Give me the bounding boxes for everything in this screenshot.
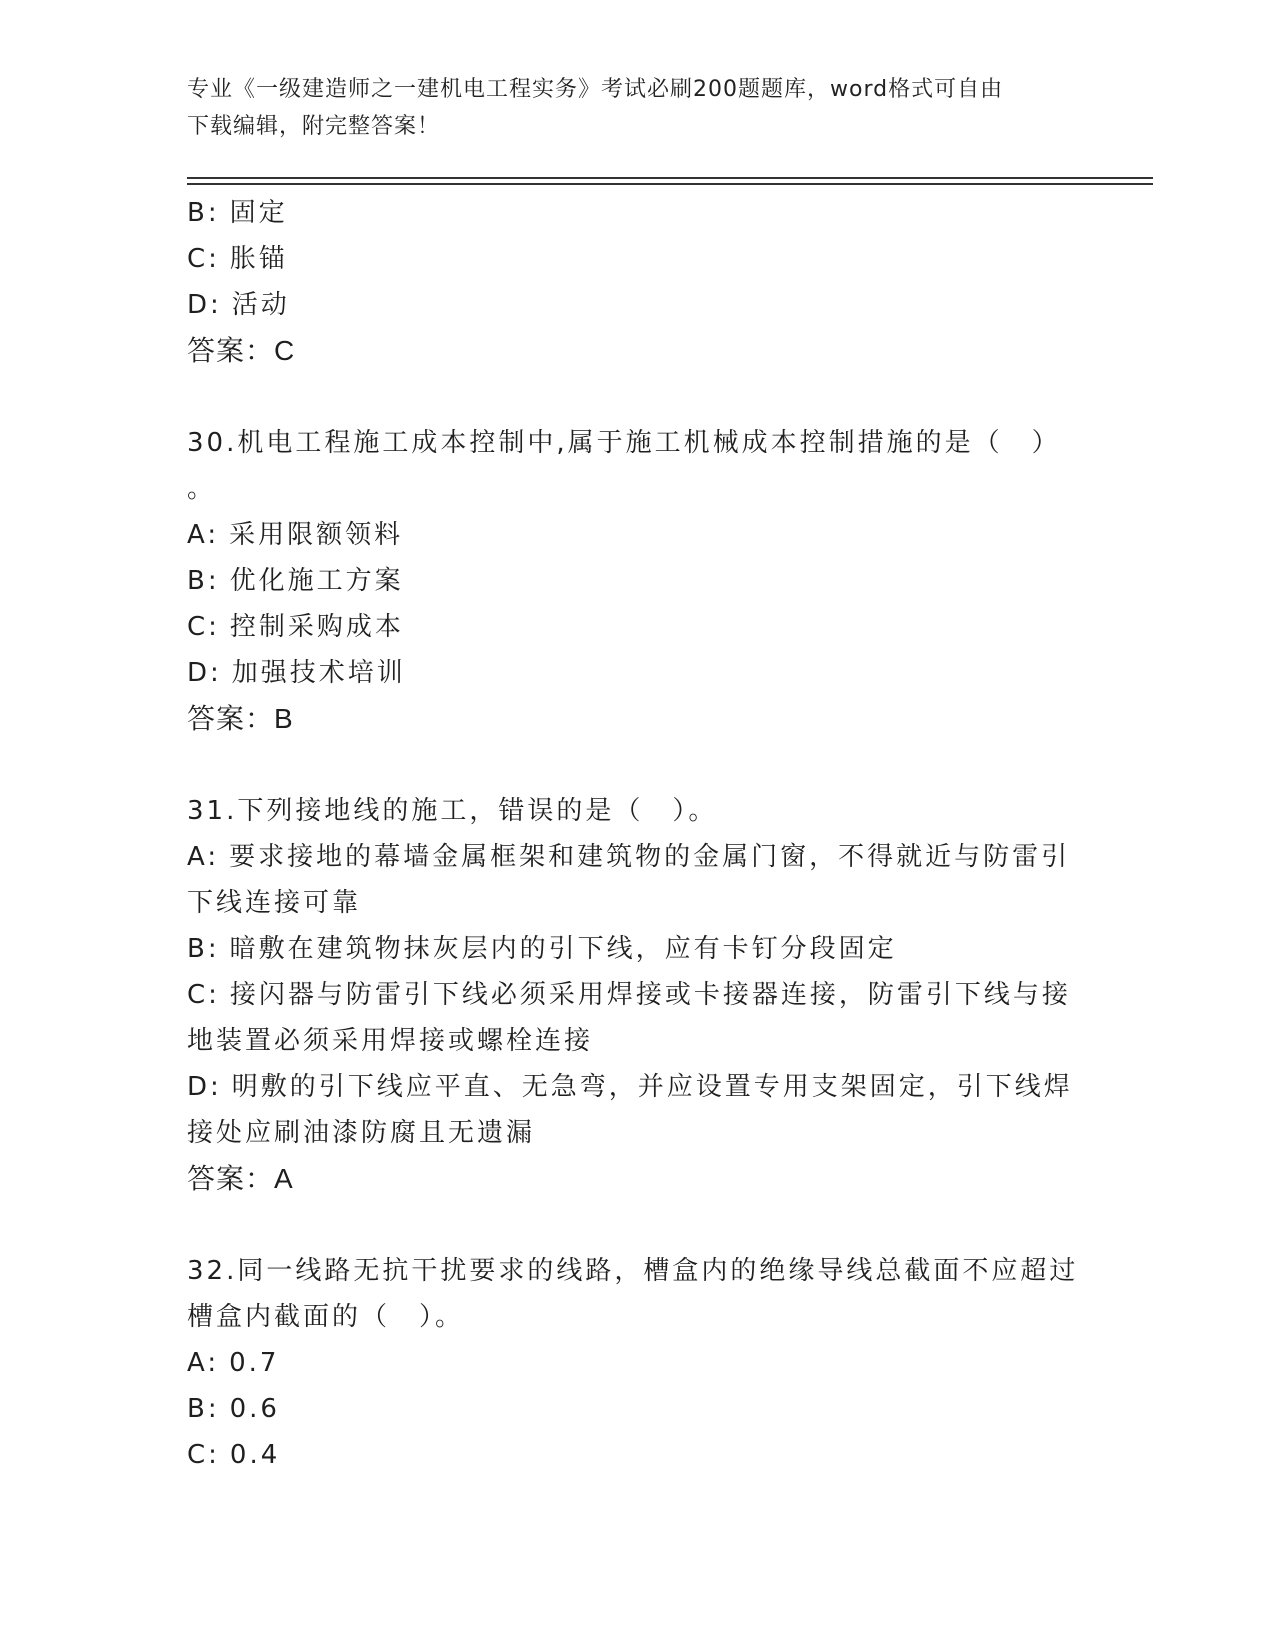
option-label: A:: [187, 1348, 220, 1378]
option-a: [187, 512, 1077, 558]
option-label: C:: [187, 1440, 220, 1470]
answer: 答案：C: [187, 335, 296, 366]
question-stem-continued: 。: [187, 474, 217, 504]
option-a-continued: 下线连接可靠: [187, 888, 362, 918]
option-text: 固定: [229, 198, 288, 228]
answer: 答案：B: [187, 703, 294, 734]
header-line-1: 专业《一级建造师之一建机电工程实务》考试必刷200题题库，word格式可自由: [187, 77, 1004, 102]
header-divider-top: [187, 177, 1153, 179]
option-c: [187, 236, 1077, 282]
question-stem: 31.下列接地线的施工，错误的是（ ）。: [187, 796, 718, 826]
answer: 答案：A: [187, 1163, 294, 1194]
option-text: 优化施工方案: [229, 566, 404, 596]
option-c: [187, 972, 1077, 1018]
option-text: 胀锚: [229, 244, 288, 274]
option-label: D:: [187, 658, 222, 688]
option-label: C:: [187, 244, 220, 274]
option-text: 加强技术培训: [231, 658, 406, 688]
option-label: B:: [187, 1394, 220, 1424]
option-text: 控制采购成本: [229, 612, 404, 642]
header-line-2: 下载编辑，附完整答案！: [187, 114, 441, 139]
option-text: 0.7: [229, 1348, 280, 1378]
option-label: A:: [187, 520, 220, 550]
option-d: [187, 650, 1077, 696]
option-text: 活动: [231, 290, 290, 320]
option-b: [187, 558, 1077, 604]
option-b: [187, 926, 1077, 972]
option-label: B:: [187, 566, 220, 596]
option-a: [187, 834, 1077, 880]
option-text: 0.6: [229, 1394, 280, 1424]
option-d-continued: 接处应刷油漆防腐且无遗漏: [187, 1118, 536, 1148]
option-b: [187, 1386, 1077, 1432]
option-d: [187, 1064, 1077, 1110]
question-stem-continued: 槽盒内截面的（ ）。: [187, 1302, 465, 1332]
question-31: [187, 788, 1077, 1202]
document-header: [187, 71, 1087, 145]
question-30: [187, 420, 1077, 742]
option-text: 暗敷在建筑物抹灰层内的引下线，应有卡钉分段固定: [229, 934, 897, 964]
header-divider-bottom: [187, 183, 1153, 185]
option-text: 要求接地的幕墙金属框架和建筑物的金属门窗，不得就近与防雷引: [229, 842, 1071, 872]
option-text: 接闪器与防雷引下线必须采用焊接或卡接器连接，防雷引下线与接: [229, 980, 1071, 1010]
question-stem: 30.机电工程施工成本控制中,属于施工机械成本控制措施的是（ ）: [187, 428, 1061, 458]
option-a: [187, 1340, 1077, 1386]
option-text: 明敷的引下线应平直、无急弯，并应设置专用支架固定，引下线焊: [231, 1072, 1073, 1102]
question-32: [187, 1248, 1077, 1478]
option-label: D:: [187, 290, 222, 320]
option-text: 0.4: [229, 1440, 281, 1470]
option-label: A:: [187, 842, 220, 872]
option-label: B:: [187, 934, 220, 964]
option-d: [187, 282, 1077, 328]
option-c: [187, 604, 1077, 650]
option-label: B:: [187, 198, 220, 228]
question-stem: 32.同一线路无抗干扰要求的线路，槽盒内的绝缘导线总截面不应超过: [187, 1256, 1079, 1286]
option-text: 采用限额领料: [229, 520, 404, 550]
option-b: [187, 190, 1077, 236]
option-label: C:: [187, 980, 220, 1010]
partial-question: [187, 190, 1077, 374]
option-label: D:: [187, 1072, 222, 1102]
option-c-continued: 地装置必须采用焊接或螺栓连接: [187, 1026, 594, 1056]
option-label: C:: [187, 612, 220, 642]
option-c: [187, 1432, 1077, 1478]
question-content: [187, 190, 1077, 1478]
